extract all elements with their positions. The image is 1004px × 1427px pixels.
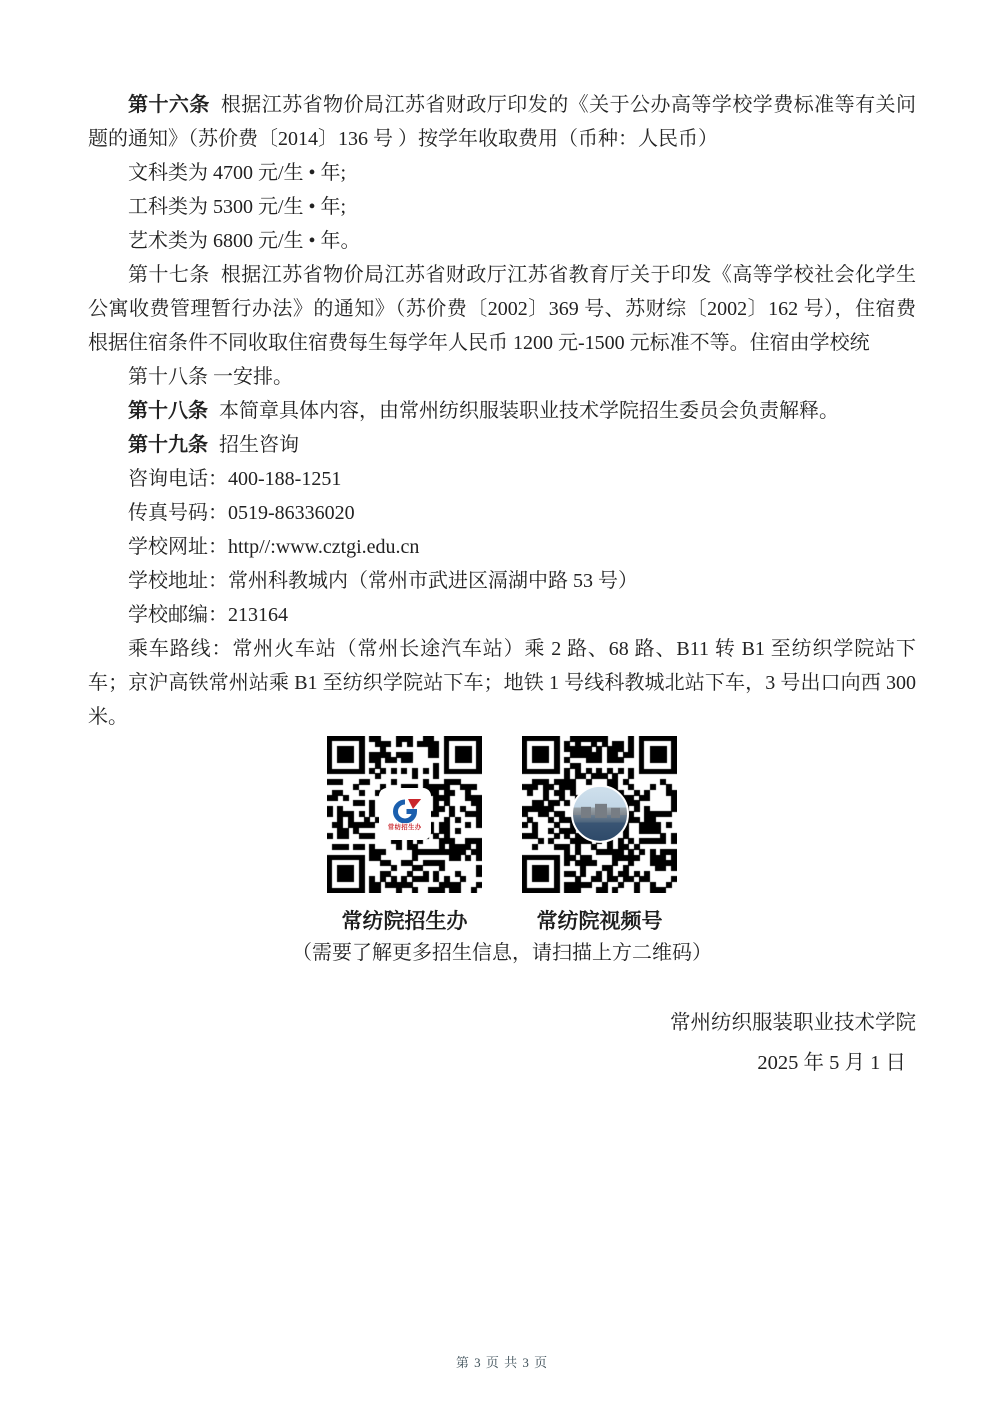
page-footer: 第 3 页 共 3 页 [455,1355,549,1370]
contact-website-line: 学校网址：http//:www.cztgi.edu.cn [128,536,420,558]
article-18-paragraph [88,394,916,428]
article-18-runon-line: 第十八条 一安排。 [128,366,293,388]
admissions-office-logo [379,787,431,839]
article-17-paragraph [88,258,916,360]
signoff-block [88,1003,916,1083]
school-logo-icon [388,799,422,823]
campus-photo-circle [571,784,629,842]
article-18-text: 本简章具体内容，由常州纺织服装职业技术学院招生委员会负责解释。 [219,400,839,422]
article-19-text: 招生咨询 [219,434,299,456]
document-content [88,88,916,1083]
fee-line-liberal-arts: 文科类为 4700 元/生 • 年; [128,162,347,184]
qr-video-channel [522,736,677,893]
signoff-organization: 常州纺织服装职业技术学院 [670,1012,916,1034]
fee-line-engineering: 工科类为 5300 元/生 • 年; [128,196,347,218]
article-17-text: 根据江苏省物价局江苏省财政厅江苏省教育厅关于印发《高等学校社会化学生公寓收费管理暂行办法》的通知》（苏价费〔2002〕369 号、苏财综〔2002〕162 号），住宿费根据住宿条件不同收取住宿费每生每学年人民币 1200 元-1500 元标准不等。住宿由学校统 [88,264,917,354]
article-16-text: 根据江苏省物价局江苏省财政厅印发的《关于公办高等学校学费标准等有关问题的通知》（苏价费〔2014〕136 号 ）按学年收取费用（币种：人民币） [88,94,917,150]
article-19-label: 第十九条 [128,434,208,456]
qr-label-video: 常纺院视频号 [536,909,663,933]
contact-fax-line: 传真号码：0519-86336020 [128,502,355,524]
contact-phone-line: 咨询电话：400-188-1251 [128,468,342,490]
admissions-office-logo-text: 常纺招生办 [387,823,422,831]
qr-admissions-office [327,736,482,893]
qr-code-section [88,736,916,934]
signoff-date: 2025 年 5 月 1 日 [757,1052,906,1074]
article-16-paragraph [88,88,916,156]
qr-block-video [522,736,677,934]
qr-label-admissions: 常纺院招生办 [341,909,468,933]
article-17-label: 第十七条 [128,264,210,286]
article-19-paragraph [88,428,916,462]
contact-postcode-line: 学校邮编：213164 [128,604,288,626]
qr-caption: （需要了解更多招生信息，请扫描上方二维码） [292,942,712,964]
qr-block-admissions [327,736,482,934]
contact-address-line: 学校地址：常州科教城内（常州市武进区滆湖中路 53 号） [128,570,638,592]
article-16-label: 第十六条 [128,94,210,116]
transport-paragraph: 乘车路线：常州火车站（常州长途汽车站）乘 2 路、68 路、B11 转 B1 至纺织学院站下车；京沪高铁常州站乘 B1 至纺织学院站下车；地铁 1 号线科教城北站下车，3 号出口向西 300 米。 [88,638,916,728]
article-18-label: 第十八条 [128,400,208,422]
fee-line-arts: 艺术类为 6800 元/生 • 年。 [128,230,361,252]
